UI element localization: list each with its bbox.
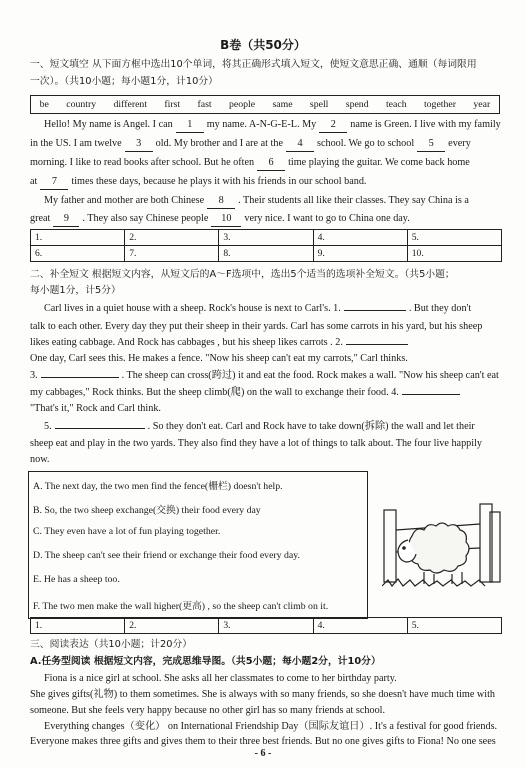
option-c: C. They even have a lot of fun playing together. [33,526,221,537]
passage-line: my cabbages," Rock thinks. But the sheep climb(爬) on the wall to exchange their food. 4. [30,386,500,400]
passage-line: Carl lives in a quiet house with a sheep. Rock's house is next to Carl's. 1. . But they don't [44,303,472,314]
option-e: E. He has a sheep too. [33,574,120,585]
passage-line: One day, Carl sees this. He makes a fence. "Now his sheep can't eat my carrots," Carl thinks. [30,353,408,364]
option-b: B. So, the two sheep exchange(交换) their food every day [33,505,261,516]
gap-5[interactable] [55,428,145,429]
passage-line: "That's it," Rock and Carl think. [30,403,161,414]
word-bank-item: spell [309,99,329,110]
section-title: B卷（共50分） [220,38,306,52]
passage-line: someone. But she feels very happy because no other girl has so many friends at school. [30,705,386,716]
word-bank-item: spend [345,99,369,110]
blank-6[interactable]: 6 [257,156,285,171]
options-box [28,471,368,619]
blank-8[interactable]: 8 [207,194,235,209]
word-bank-item: together [423,99,457,110]
answer-cell[interactable]: 4. [313,618,407,634]
passage-line: Hello! My name is Angel. I can 1 my name. A-N-G-E-L. My 2 name is Green. I live with my family [30,118,500,133]
gap-4[interactable] [402,394,460,395]
word-bank-item: be [39,99,49,110]
part1-instructions-line1: 一、短文填空 从下面方框中选出10个单词，将其正确形式填入短文，使短文意思正确、通顺（每词限用 [30,59,477,70]
passage-line: at 7 times these days, because he plays it with his friends in our school band. [30,175,500,190]
part3-subheading: A.任务型阅读 根据短文内容，完成思维导图。（共5小题；每小题2分，计10分） [30,656,381,667]
gap-2[interactable] [346,344,408,345]
passage-line: sheep eat and play in the two yards. They also find they have a lot of things to talk about. The four live happily [30,438,483,449]
part3-heading: 三、阅读表达（共10小题；计20分） [30,639,193,650]
answer-cell[interactable]: 8. [219,246,313,262]
word-bank-item: year [473,99,491,110]
passage-line: Everyone makes three gifts and gives them to their three best friends. But no one gives gifts to Fiona! No one sees [30,736,496,747]
part2-instructions-line1: 二、补全短文 根据短文内容，从短文后的A～F选项中，选出5个适当的选项补全短文。（共5小题； [30,269,455,280]
passage-line: She gives gifts(礼物) to them sometimes. She is always with so many friends, so she doesn't have much time with [30,689,496,700]
answer-cell[interactable]: 10. [407,246,501,262]
part1-instructions-line2: 一次）。（共10小题；每小题1分，计10分） [30,76,218,87]
passage-line: 3. . The sheep can cross(跨过) it and eat the food. Rock makes a wall. "Now his sheep can't eat [30,370,499,381]
answer-cell[interactable]: 9. [313,246,407,262]
answer-cell[interactable]: 2. [125,230,219,246]
passage-line: 5. . So they don't eat. Carl and Rock have to take down(拆除) the wall and let their [44,421,475,432]
answer-cell[interactable]: 1. [31,618,125,634]
blank-7[interactable]: 7 [40,175,68,190]
passage-line: likes eating cabbage. And Rock has cabbages , but his sheep likes carrots . 2. [30,336,500,350]
passage-line: in the US. I am twelve 3 old. My brother and I are at the 4 school. We go to school 5 every [30,137,500,152]
passage-line: Fiona is a nice girl at school. She asks all her classmates to come to her birthday party. [44,673,397,684]
answer-cell[interactable]: 5. [407,230,501,246]
blank-3[interactable]: 3 [125,137,153,152]
answer-cell[interactable]: 3. [219,618,313,634]
passage-line: great 9 . They also say Chinese people 10 very nice. I want to go to China one day. [30,212,500,227]
blank-9[interactable]: 9 [53,212,79,227]
word-bank-item: fast [197,99,212,110]
page-number: - 6 - [254,748,272,759]
gap-1[interactable] [344,310,406,311]
blank-5[interactable]: 5 [417,137,445,152]
blank-4[interactable]: 4 [286,137,314,152]
word-bank [30,95,500,114]
answer-cell[interactable]: 4. [313,230,407,246]
option-d: D. The sheep can't see their friend or exchange their food every day. [33,550,300,561]
option-f: F. The two men make the wall higher(更高) , so the sheep can't climb on it. [33,601,329,612]
word-bank-item: country [66,99,97,110]
word-bank-item: first [164,99,181,110]
blank-2[interactable]: 2 [319,118,347,133]
answer-cell[interactable]: 3. [219,230,313,246]
answer-cell[interactable]: 1. [31,230,125,246]
blank-10[interactable]: 10 [211,212,241,227]
passage-line: now. [30,454,50,465]
option-a: A. The next day, the two men find the fence(栅栏) doesn't help. [33,481,283,492]
answer-cell[interactable]: 5. [407,618,501,634]
answer-cell[interactable]: 6. [31,246,125,262]
gap-3[interactable] [41,377,119,378]
answer-grid-part2 [30,617,502,634]
part2-instructions-line2: 每小题1分，计5分） [30,285,121,296]
answer-grid-part1 [30,229,502,262]
passage-line: talk to each other. Every day they put their sheep in their yards. Carl has some carrots in his yard, but his sheep [30,321,483,332]
word-bank-item: same [272,99,293,110]
sheep-illustration [382,490,502,590]
word-bank-item: different [113,99,148,110]
word-bank-item: people [228,99,256,110]
answer-cell[interactable]: 2. [125,618,219,634]
blank-1[interactable]: 1 [176,118,204,133]
word-bank-item: teach [385,99,407,110]
answer-cell[interactable]: 7. [125,246,219,262]
passage-line: My father and mother are both Chinese 8 . Their students all like their classes. They say China is a [30,194,500,209]
passage-line: Everything changes（变化） on International Friendship Day（国际友谊日）. It's a festival for good friends. [44,721,498,732]
passage-line: morning. I like to read books after school. But he often 6 time playing the guitar. We come back home [30,156,500,171]
